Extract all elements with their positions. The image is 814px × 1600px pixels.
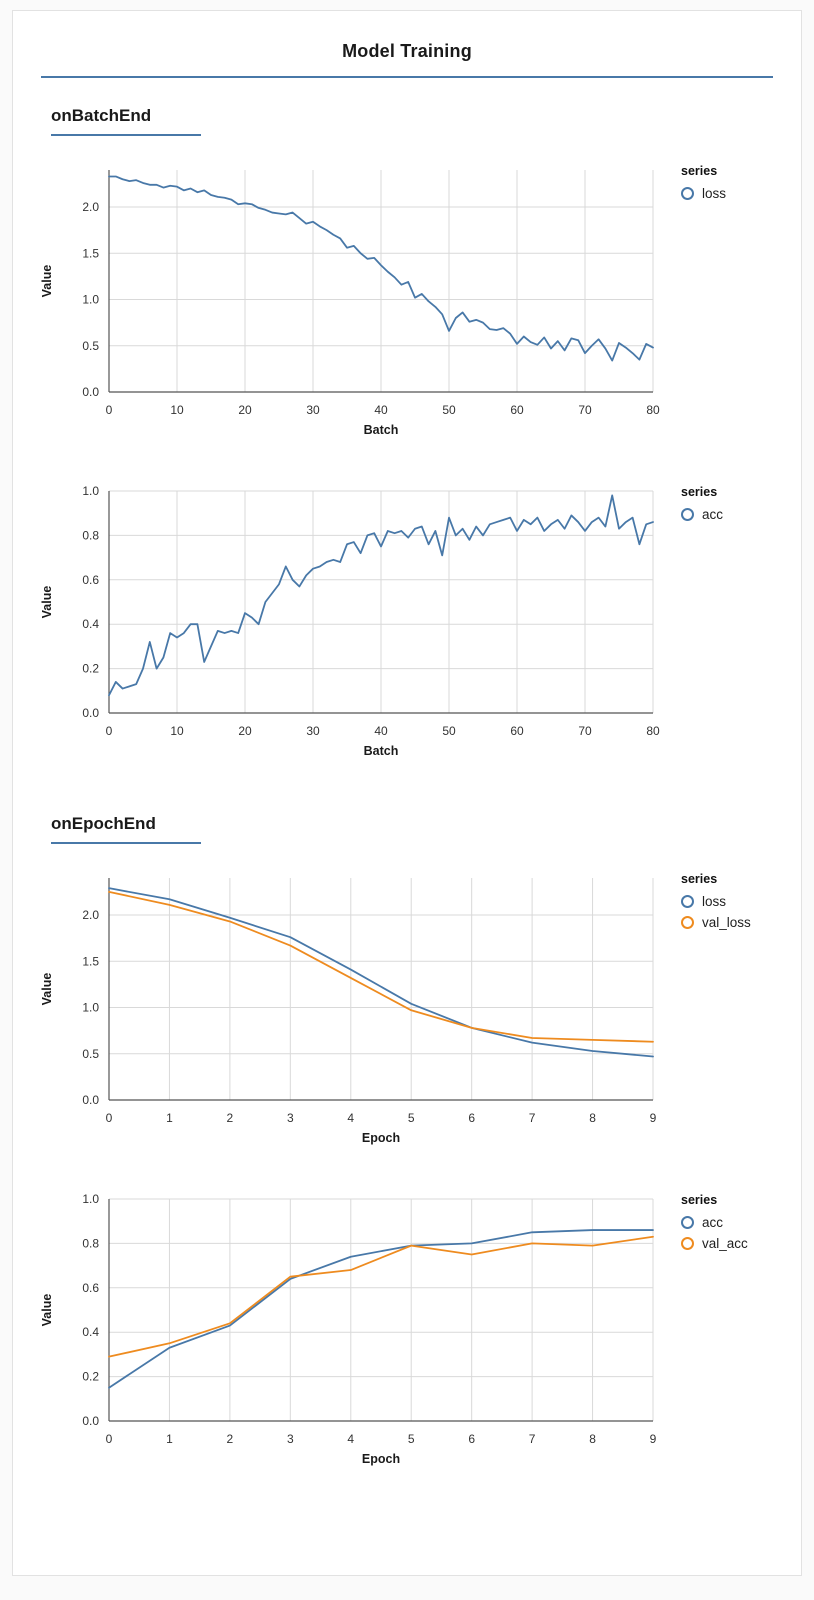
legend-item[interactable] — [681, 186, 726, 201]
legend-title: series — [681, 485, 718, 499]
svg-text:60: 60 — [510, 403, 524, 417]
legend-title: series — [681, 872, 718, 886]
circle-marker-icon — [681, 187, 694, 200]
legend-item-label: val_acc — [702, 1236, 748, 1251]
title-divider — [41, 76, 773, 78]
circle-marker-icon — [681, 1216, 694, 1229]
legend-item-label: acc — [702, 1215, 724, 1230]
section-title: onBatchEnd — [51, 106, 152, 125]
chart-row-batch-acc — [31, 475, 783, 780]
svg-text:80: 80 — [646, 403, 660, 417]
svg-text:Epoch: Epoch — [361, 1452, 401, 1466]
svg-text:4: 4 — [347, 1432, 355, 1446]
svg-text:Batch: Batch — [363, 423, 399, 437]
circle-marker-icon — [681, 895, 694, 908]
svg-text:1.0: 1.0 — [82, 292, 99, 307]
legend-title: series — [681, 164, 718, 178]
svg-text:Value: Value — [40, 264, 54, 298]
svg-text:1: 1 — [166, 1111, 173, 1125]
svg-text:5: 5 — [407, 1432, 415, 1446]
legend-epoch-acc — [681, 1193, 748, 1257]
svg-text:0.0: 0.0 — [82, 385, 99, 399]
svg-text:30: 30 — [306, 724, 320, 738]
svg-text:2.0: 2.0 — [82, 908, 99, 922]
training-panel — [12, 10, 802, 1576]
svg-text:40: 40 — [374, 403, 388, 417]
chart-epoch-loss — [31, 862, 671, 1167]
svg-text:1.0: 1.0 — [82, 1192, 99, 1206]
svg-text:70: 70 — [578, 403, 592, 417]
svg-text:0.0: 0.0 — [82, 706, 99, 720]
legend-item-label: acc — [702, 507, 724, 522]
legend-item[interactable] — [681, 915, 751, 930]
legend-epoch-loss — [681, 872, 751, 936]
circle-marker-icon — [681, 508, 694, 521]
chart-canvas — [31, 862, 671, 1162]
svg-text:4: 4 — [347, 1111, 355, 1125]
svg-text:0.0: 0.0 — [82, 1414, 99, 1428]
legend-item[interactable] — [681, 1236, 748, 1251]
chart-row-epoch-acc — [31, 1183, 783, 1488]
svg-text:6: 6 — [468, 1111, 476, 1125]
svg-text:0.0: 0.0 — [82, 1093, 99, 1107]
svg-text:0.6: 0.6 — [82, 1280, 99, 1295]
legend-item-label: loss — [702, 894, 727, 909]
legend-item[interactable] — [681, 894, 751, 909]
svg-text:0.6: 0.6 — [82, 572, 99, 587]
svg-text:1.0: 1.0 — [82, 484, 99, 498]
svg-text:2.0: 2.0 — [82, 200, 99, 214]
chart-row-batch-loss — [31, 154, 783, 459]
svg-text:0: 0 — [105, 724, 113, 738]
svg-text:9: 9 — [649, 1111, 657, 1125]
legend-item-label: val_loss — [702, 915, 751, 930]
section-on-batch-end — [31, 106, 783, 780]
svg-text:0.5: 0.5 — [82, 1046, 99, 1061]
svg-text:Value: Value — [40, 1293, 54, 1327]
chart-batch-loss — [31, 154, 671, 459]
legend-item-label: loss — [702, 186, 727, 201]
svg-text:0.4: 0.4 — [82, 1325, 99, 1340]
svg-text:0.2: 0.2 — [82, 1369, 99, 1384]
svg-text:20: 20 — [238, 403, 252, 417]
svg-text:0.2: 0.2 — [82, 661, 99, 676]
svg-text:3: 3 — [286, 1111, 294, 1125]
svg-text:0.5: 0.5 — [82, 338, 99, 353]
legend-batch-loss — [681, 164, 726, 207]
svg-text:20: 20 — [238, 724, 252, 738]
svg-text:8: 8 — [589, 1432, 596, 1446]
svg-text:5: 5 — [407, 1111, 415, 1125]
svg-text:10: 10 — [170, 403, 184, 417]
circle-marker-icon — [681, 916, 694, 929]
svg-text:0: 0 — [105, 1111, 113, 1125]
svg-text:2: 2 — [226, 1111, 234, 1125]
svg-text:80: 80 — [646, 724, 660, 738]
svg-text:7: 7 — [528, 1111, 536, 1125]
svg-text:1: 1 — [166, 1432, 173, 1446]
chart-epoch-acc — [31, 1183, 671, 1488]
svg-text:1.0: 1.0 — [82, 1000, 99, 1015]
svg-text:30: 30 — [306, 403, 320, 417]
svg-text:0: 0 — [105, 1432, 113, 1446]
chart-canvas — [31, 154, 671, 454]
svg-text:3: 3 — [286, 1432, 294, 1446]
section-divider — [51, 134, 201, 136]
svg-text:10: 10 — [170, 724, 184, 738]
svg-text:8: 8 — [589, 1111, 596, 1125]
svg-text:7: 7 — [528, 1432, 536, 1446]
legend-item[interactable] — [681, 1215, 748, 1230]
svg-text:40: 40 — [374, 724, 388, 738]
legend-batch-acc — [681, 485, 723, 528]
svg-text:60: 60 — [510, 724, 524, 738]
chart-batch-acc — [31, 475, 671, 780]
svg-text:Value: Value — [40, 972, 54, 1006]
circle-marker-icon — [681, 1237, 694, 1250]
svg-text:50: 50 — [442, 724, 456, 738]
svg-text:0: 0 — [105, 403, 113, 417]
svg-text:70: 70 — [578, 724, 592, 738]
svg-text:0.8: 0.8 — [82, 528, 99, 543]
svg-text:2: 2 — [226, 1432, 234, 1446]
svg-text:0.8: 0.8 — [82, 1236, 99, 1251]
chart-row-epoch-loss — [31, 862, 783, 1167]
section-divider — [51, 842, 201, 844]
page-title: Model Training — [342, 41, 472, 61]
svg-text:1.5: 1.5 — [82, 246, 99, 261]
svg-text:6: 6 — [468, 1432, 476, 1446]
svg-text:1.5: 1.5 — [82, 954, 99, 969]
svg-text:Epoch: Epoch — [361, 1131, 401, 1145]
svg-text:Value: Value — [40, 585, 54, 619]
svg-text:Batch: Batch — [363, 744, 399, 758]
section-title: onEpochEnd — [51, 814, 156, 833]
chart-canvas — [31, 475, 671, 775]
chart-canvas — [31, 1183, 671, 1483]
svg-text:0.4: 0.4 — [82, 617, 99, 632]
legend-item[interactable] — [681, 507, 723, 522]
section-on-epoch-end — [31, 814, 783, 1488]
legend-title: series — [681, 1193, 718, 1207]
svg-text:50: 50 — [442, 403, 456, 417]
svg-text:9: 9 — [649, 1432, 657, 1446]
